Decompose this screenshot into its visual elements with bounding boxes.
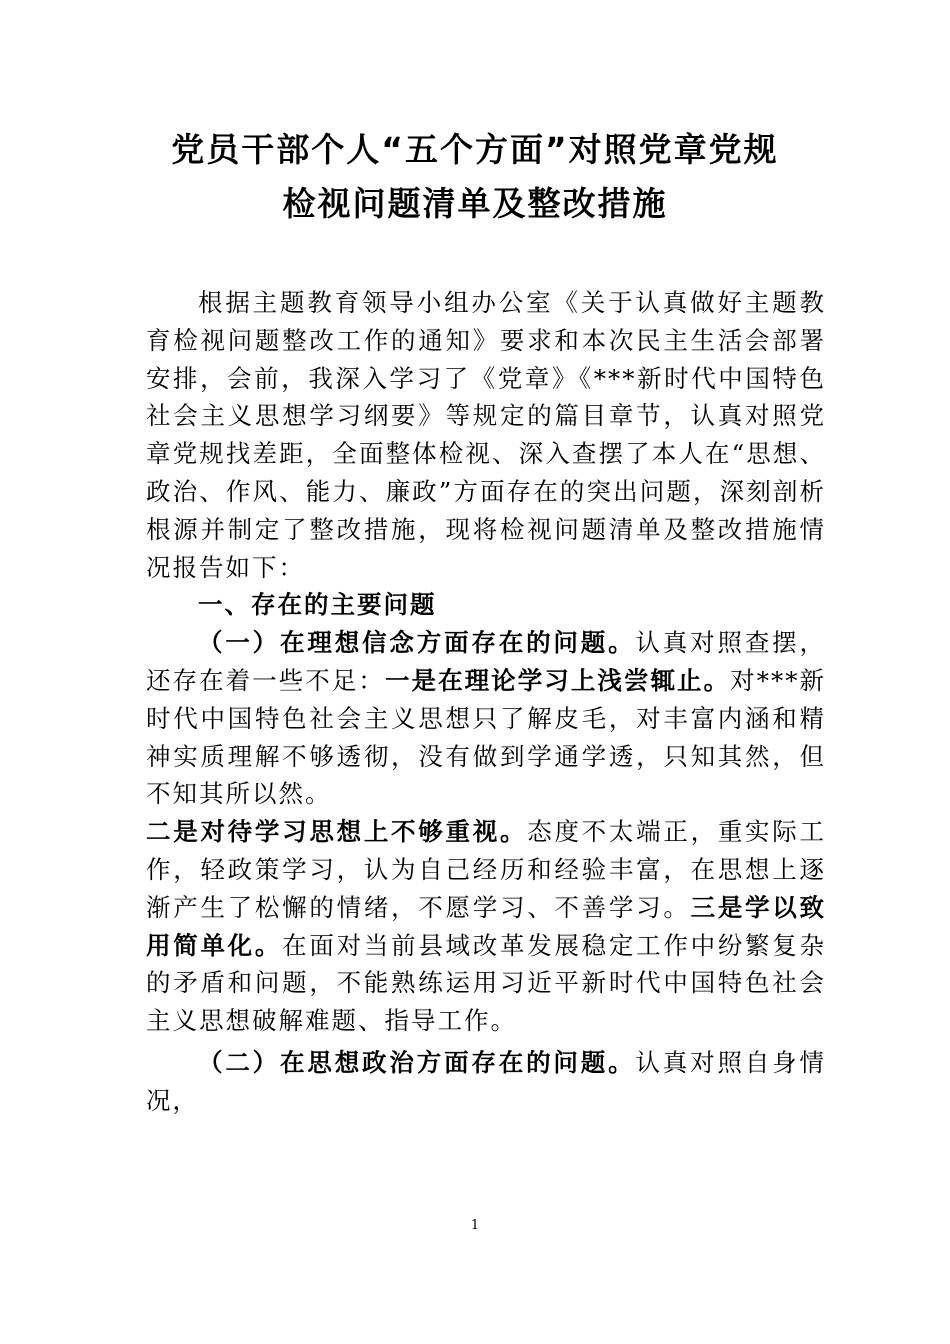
point2-heading: 二是对待学习思想上不够重视。 (146, 817, 528, 847)
item1-heading: （一）在理想信念方面存在的问题。 (198, 628, 636, 658)
document-title-line2: 检视问题清单及整改措施 (282, 184, 668, 223)
point2-text: 态度不太端正，重实际工作，轻政策学习，认为自己经历和经验丰富，在思想上逐渐产生了松懈的情绪，不愿学习、不善学习。 (146, 817, 827, 922)
page-number: 1 (470, 1218, 480, 1233)
item1-paragraph (146, 624, 826, 813)
item2-paragraph (146, 1044, 826, 1120)
point3-text: 在面对当前县域改革发展稳定工作中纷繁复杂的矛盾和问题，不能熟练运用习近平新时代中国特色社会主义思想破解难题、指导工作。 (146, 930, 827, 1036)
item1-continuation (146, 813, 826, 1040)
point3-heading: 三是学以致用简单化。 (146, 892, 827, 960)
intro-paragraph: 根据主题教育领导小组办公室《关于认真做好主题教育检视问题整改工作的通知》要求和本次民主生活会部署安排，会前，我深入学习了《党章》《***新时代中国特色社会主义思想学习纲要》等规定的篇目章节，认真对照党章党规找差距，全面整体检视、深入查摆了本人在“思想、政治、作风、能力、廉政”方面存在的突出问题，深刻剖析根源并制定了整改措施，现将检视问题清单及整改措施情况报告如下： (146, 288, 826, 582)
document-title-line1: 党员干部个人“五个方面”对照党章党规 (171, 130, 779, 169)
item2-heading: （二）在思想政治方面存在的问题。 (198, 1047, 636, 1077)
document-body (146, 284, 826, 1120)
section-heading: 一、存在的主要问题 (198, 590, 437, 620)
item1-text: 认真对照查摆，还存在着一些不足： (146, 628, 826, 695)
item2-text: 认真对照自身情况， (146, 1047, 826, 1115)
point1-text: 对***新时代中国特色社会主义思想只了解皮毛，对丰富内涵和精神实质理解不够透彻，没有做到学通学透，只知其然，但不知其所以然。 (146, 665, 827, 809)
point1-heading: 一是在理论学习上浅尝辄止。 (384, 665, 731, 695)
